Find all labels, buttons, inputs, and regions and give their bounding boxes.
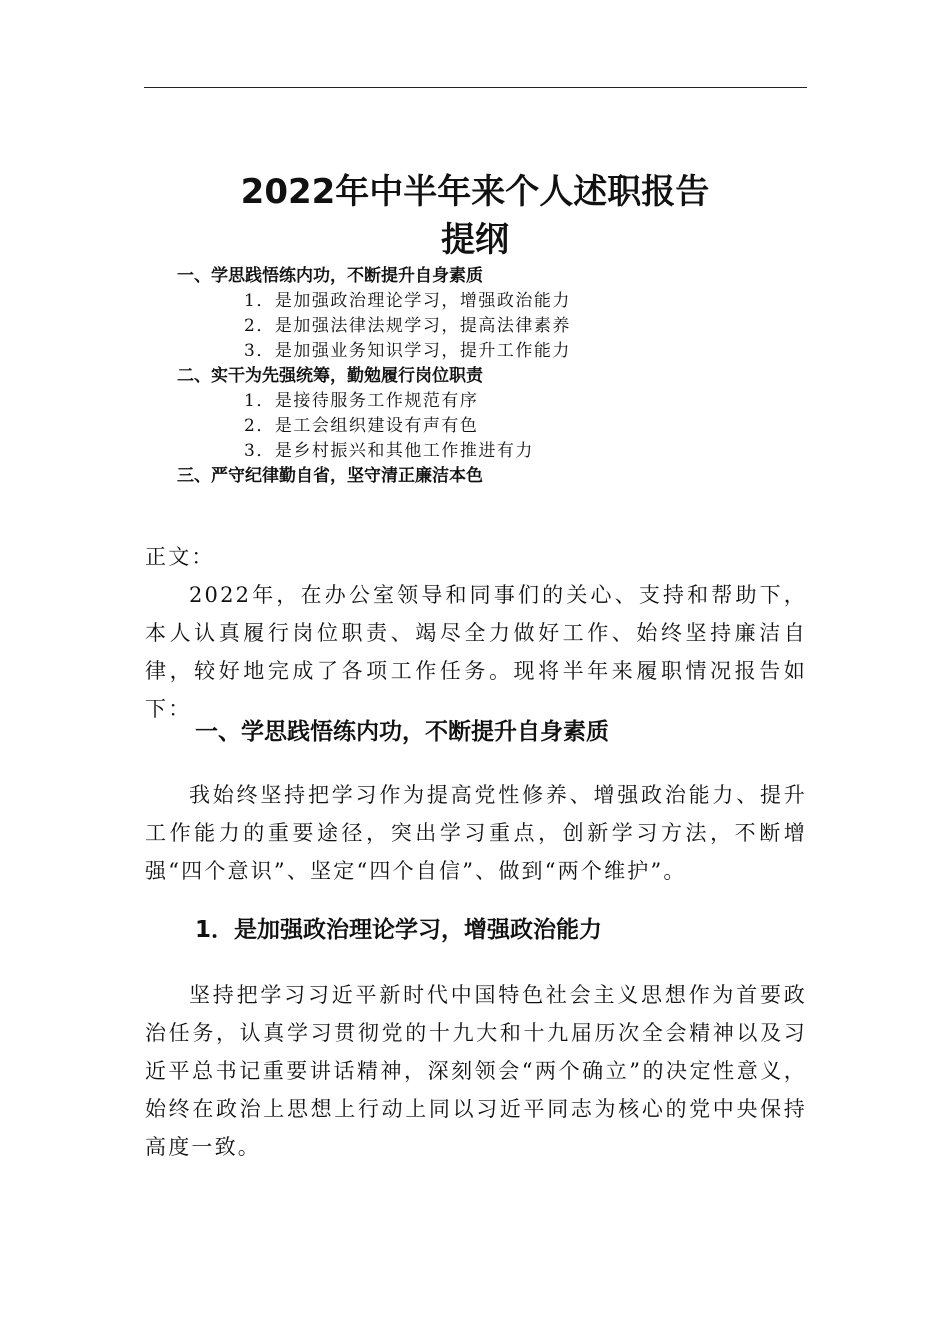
outline-item: 3．是加强业务知识学习，提升工作能力 xyxy=(244,341,571,361)
header-rule xyxy=(144,87,807,88)
outline-item: 2．是工会组织建设有声有色 xyxy=(244,416,479,436)
outline-item: 三、严守纪律勤自省，坚守清正廉洁本色 xyxy=(177,466,483,486)
subsection-paragraph: 坚持把学习习近平新时代中国特色社会主义思想作为首要政治任务，认真学习贯彻党的十九大和十九届历次全会精神以及习近平总书记重要讲话精神，深刻领会“两个确立”的决定性意义，始终在政治上思想上行动上同以习近平同志为核心的党中央保持高度一致。 xyxy=(145,983,807,1159)
outline-item: 1．是加强政治理论学习，增强政治能力 xyxy=(244,291,571,311)
outline-item: 二、实干为先强统筹，勤勉履行岗位职责 xyxy=(177,366,483,386)
document-title: 2022年中半年来个人述职报告 xyxy=(240,172,710,212)
body-label: 正文： xyxy=(145,545,215,569)
subsection-heading: 1．是加强政治理论学习，增强政治能力 xyxy=(195,917,603,943)
outline-item: 3．是乡村振兴和其他工作推进有力 xyxy=(244,441,534,461)
section-paragraph: 我始终坚持把学习作为提高党性修养、增强政治能力、提升工作能力的重要途径，突出学习重点，创新学习方法，不断增强“四个意识”、坚定“四个自信”、做到“两个维护”。 xyxy=(145,783,807,883)
outline-item: 一、学思践悟练内功，不断提升自身素质 xyxy=(177,266,483,286)
section-heading: 一、学思践悟练内功，不断提升自身素质 xyxy=(195,719,609,745)
outline-item: 1．是接待服务工作规范有序 xyxy=(244,391,479,411)
document-subtitle: 提纲 xyxy=(441,220,509,260)
intro-paragraph: 2022年，在办公室领导和同事们的关心、支持和帮助下，本人认真履行岗位职责、竭尽全力做好工作、始终坚持廉洁自律，较好地完成了各项工作任务。现将半年来履职情况报告如下： xyxy=(145,583,807,721)
outline-item: 2．是加强法律法规学习，提高法律素养 xyxy=(244,316,571,336)
